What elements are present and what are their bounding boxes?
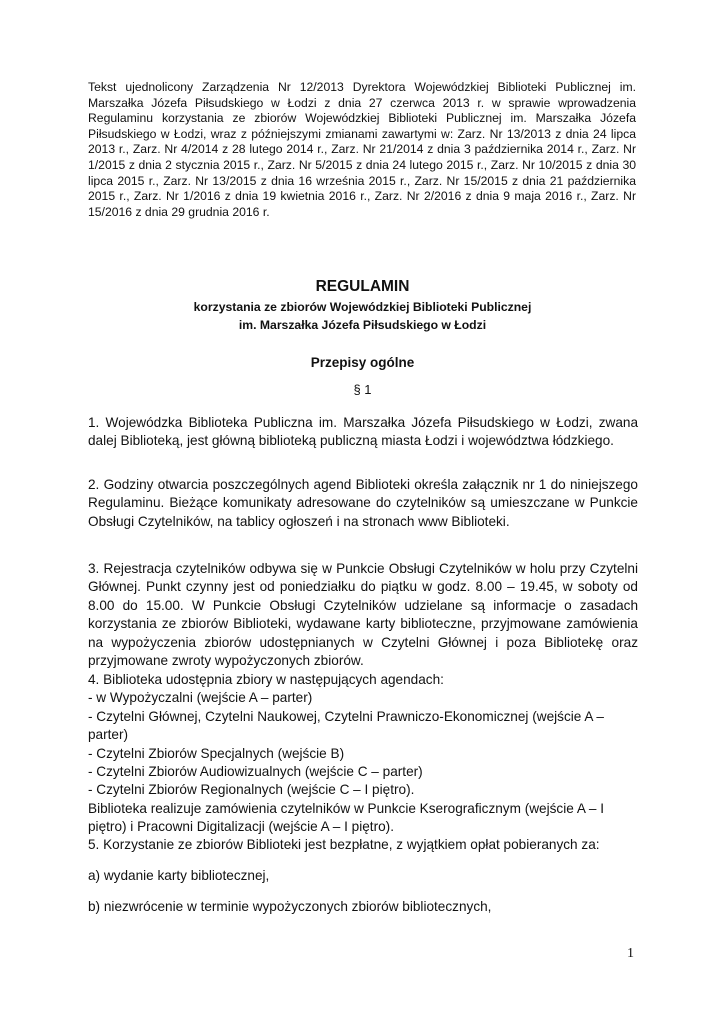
clause-5-item-a: a) wydanie karty bibliotecznej, xyxy=(88,868,270,883)
clause-5: 5. Korzystanie ze zbiorów Biblioteki jest bezpłatne, z wyjątkiem opłat pobieranych za: xyxy=(88,837,600,852)
document-subtitle xyxy=(0,298,725,334)
document-title: REGULAMIN xyxy=(315,278,410,295)
clause-4-line: - w Wypożyczalni (wejście A – parter) xyxy=(88,690,313,706)
clause-4-line: - Czytelni Zbiorów Specjalnych (wejście B) xyxy=(88,745,345,761)
page-number: 1 xyxy=(627,946,634,961)
clause-5-item-b: b) niezwrócenie w terminie wypożyczonych zbiorów bibliotecznych, xyxy=(88,899,492,914)
clause-3: 3. Rejestracja czytelników odbywa się w Punkcie Obsługi Czytelników w holu przy Czytelni Głównej. Punkt czynny jest od poniedziałku do piątku w godz. 8.00 – 19.45, w soboty od 8.00 do 15.00. W Punkcie Obsługi Czytelników udzielane są informacje o zasadach korzystania ze zbiorów Biblioteki, wydawane karty biblioteczne, przyjmowane zamówienia na wypożyczenia zbiorów udostępnianych w Czytelni Głównej i poza Bibliotekę oraz przyjmowane zwroty wypożyczonych zbiorów. xyxy=(88,561,638,669)
clause-4-line: Biblioteka realizuje zamówienia czytelników w Punkcie Kserograficznym (wejście A – I piętro) i Pracowni Digitalizacji (wejście A – I piętro). xyxy=(88,800,605,835)
section-heading: Przepisy ogólne xyxy=(310,355,415,370)
clause-1: 1. Wojewódzka Biblioteka Publiczna im. Marszałka Józefa Piłsudskiego w Łodzi, zwana dalej Biblioteką, jest główną biblioteką publiczną miasta Łodzi i województwa łódzkiego. xyxy=(88,415,638,449)
clause-4-line: - Czytelni Zbiorów Audiowizualnych (wejście C – parter) xyxy=(88,764,423,780)
clause-4 xyxy=(88,671,638,837)
intro-note: Tekst ujednolicony Zarządzenia Nr 12/2013 Dyrektora Wojewódzkiej Biblioteki Publicznej im. Marszałka Józefa Piłsudskiego w Łodzi z dnia 27 czerwca 2013 r. w sprawie wprowadzenia Regulaminu korzystania ze zbiorów Wojewódzkiej Biblioteki Publicznej im. Marszałka Józefa Piłsudskiego w Łodzi, wraz z późniejszymi zmianami zawartymi w: Zarz. Nr 13/2013 z dnia 24 lipca 2013 r., Zarz. Nr 4/2014 z 28 lutego 2014 r., Zarz. Nr 21/2014 z dnia 3 października 2014 r., Zarz. Nr 1/2015 z dnia 2 stycznia 2015 r., Zarz. Nr 5/2015 z dnia 24 lutego 2015 r., Zarz. Nr 10/2015 z dnia 30 lipca 2015 r., Zarz. Nr 13/2015 z dnia 16 września 2015 r., Zarz. Nr 15/2015 z dnia 21 października 2015 r., Zarz. Nr 1/2016 z dnia 19 kwietnia 2016 r., Zarz. Nr 2/2016 z dnia 9 maja 2016 r., Zarz. Nr 15/2016 z dnia 29 grudnia 2016 r. xyxy=(88,80,636,219)
clause-4-line: 4. Biblioteka udostępnia zbiory w następujących agendach: xyxy=(88,672,444,687)
subtitle-line-1: korzystania ze zbiorów Wojewódzkiej Biblioteki Publicznej xyxy=(193,300,532,314)
paragraph-mark: § 1 xyxy=(353,382,372,397)
clause-4-line: - Czytelni Zbiorów Regionalnych (wejście C – I piętro). xyxy=(88,782,415,798)
subtitle-line-2: im. Marszałka Józefa Piłsudskiego w Łodzi xyxy=(238,318,487,332)
clause-2: 2. Godziny otwarcia poszczególnych agend Biblioteki określa załącznik nr 1 do niniejszego Regulaminu. Bieżące komunikaty adresowane do czytelników są umieszczane w Punkcie Obsługi Czytelników, na tablicy ogłoszeń i na stronach www Biblioteki. xyxy=(88,477,638,529)
clause-4-line: - Czytelni Głównej, Czytelni Naukowej, Czytelni Prawniczo-Ekonomicznej (wejście A – parter) xyxy=(88,708,604,743)
